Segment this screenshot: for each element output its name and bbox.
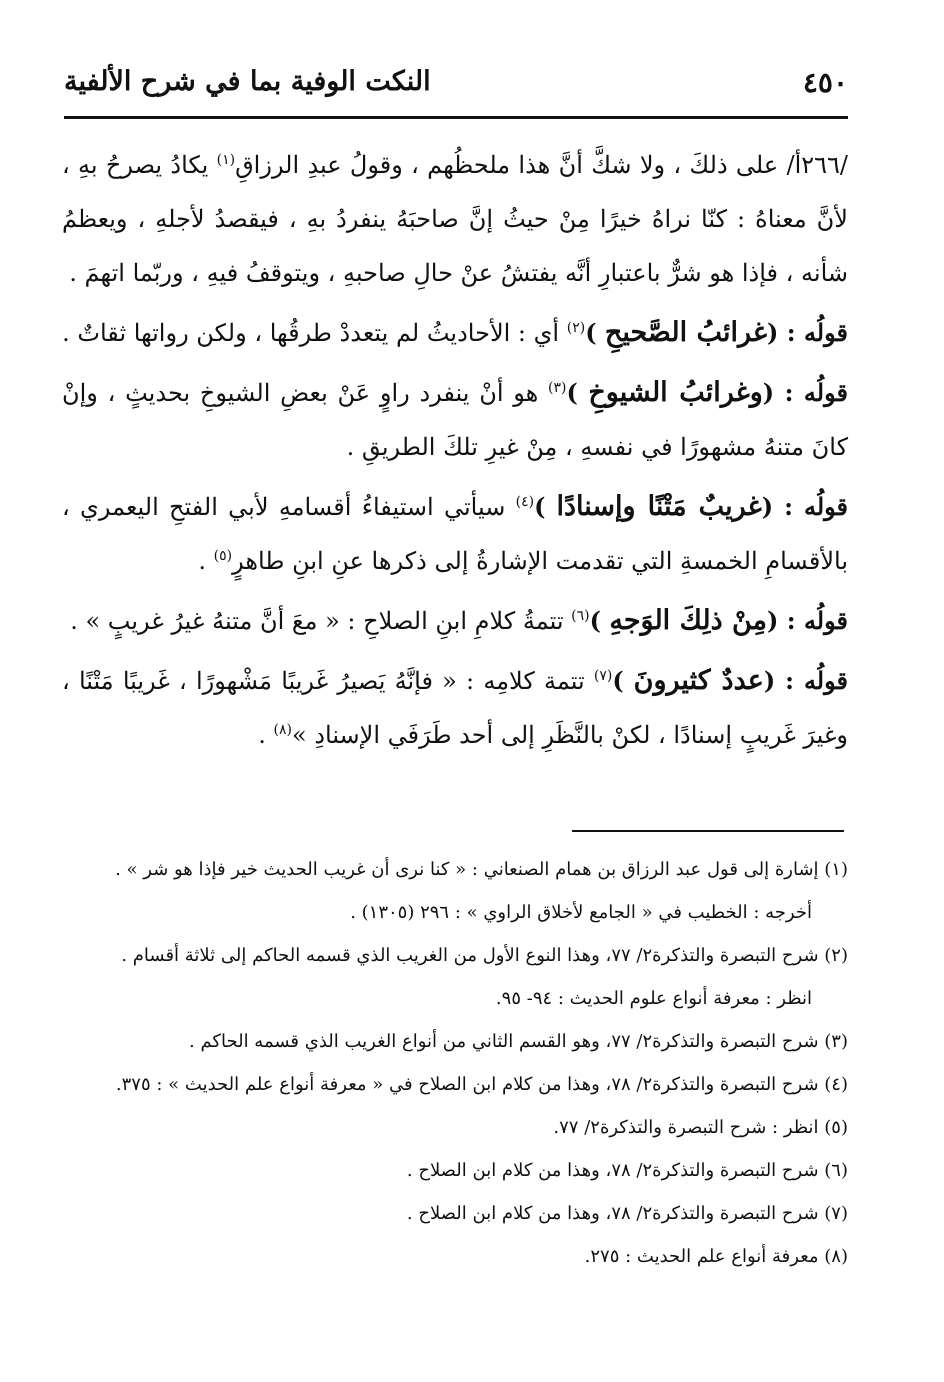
paragraph-2 <box>62 306 848 360</box>
statement-label: قولُه : ( <box>767 318 848 347</box>
paragraph-6-end: . <box>258 721 274 749</box>
statement-label: قولُه : ( <box>767 606 848 635</box>
footnote-ref-4: (٤) <box>515 494 535 510</box>
footnote-ref-3: (٣) <box>548 380 567 396</box>
footnote-ref-8: (٨) <box>273 722 292 738</box>
footnote-ref-5: (٥) <box>213 548 233 564</box>
footnote-ref-7: (٧) <box>593 668 613 684</box>
footnote-5: (٥) انظر : شرح التبصرة والتذكرة٢/ ٧٧. <box>553 1117 848 1138</box>
page-number: ٤٥٠ <box>802 66 848 99</box>
paragraph-5-text: تتمةُ كلامِ ابنِ الصلاحِ : « معَ أنَّ متنهُ غيرُ غريبٍ » . <box>70 607 572 635</box>
paragraph-1 <box>62 138 848 300</box>
quoted-term: غرائبُ الصَّحيحِ <box>604 317 768 348</box>
running-title: النكت الوفية بما في شرح الألفية <box>64 66 431 97</box>
statement-close: ) <box>566 378 589 407</box>
page-header <box>64 56 848 112</box>
statement-label: قولُه : ( <box>763 666 848 695</box>
footnote-4: (٤) شرح التبصرة والتذكرة٢/ ٧٨، وهذا من كلام ابن الصلاح في « معرفة أنواع علم الحديث » : ٣٧٥. <box>115 1074 848 1095</box>
footnote-ref-2: (٢) <box>566 320 586 336</box>
footnote-8: (٨) معرفة أنواع علم الحديث : ٢٧٥. <box>584 1246 848 1267</box>
footnote-2: (٢) شرح التبصرة والتذكرة٢/ ٧٧، وهذا النوع الأول من الغريب الذي قسمه الحاكم إلى ثلاثة أقسام . <box>121 945 848 966</box>
footnote-6: (٦) شرح التبصرة والتذكرة٢/ ٧٨، وهذا من كلام ابن الصلاح . <box>406 1160 848 1181</box>
statement-label: قولُه : ( <box>762 378 848 407</box>
paragraph-4 <box>62 480 848 588</box>
paragraph-3 <box>62 366 848 474</box>
paragraph-1-text-b: يكادُ يصرحُ بهِ ، <box>62 151 217 179</box>
quoted-term: وغرائبُ الشيوخِ <box>588 377 763 408</box>
paragraph-1-text-a: /٢٦٦أ/ على ذلكَ ، ولا شكَّ أنَّ هذا ملحظُهم ، وقولُ عبدِ الرزاقِ <box>235 151 848 179</box>
statement-label: قولُه : ( <box>761 492 848 521</box>
paragraph-5 <box>62 594 848 648</box>
statement-close: ) <box>589 606 610 635</box>
footnote-separator <box>572 830 844 832</box>
paragraph-2-text: أي : الأحاديثُ لم يتعددْ طرقُها ، ولكن رواتها ثقاتٌ . <box>62 319 567 347</box>
footnote-ref-6: (٦) <box>571 608 590 624</box>
statement-close: ) <box>612 666 634 695</box>
paragraph-1-text-c: لأنَّ معناهُ : كنّا نراهُ خيرًا مِنْ حيثُ إنَّ صاحبَهُ ينفردُ بهِ ، فيقصدُ لأجلهِ ، ويعظمُ شأنه ، فإذا هو شرٌّ باعتبارِ أنَّه يفتشُ عنْ حالِ صاحبهِ ، ويتوقفُ فيهِ ، وربّما اتهمَ . <box>62 205 848 287</box>
footnote-1-continuation: أخرجه : الخطيب في « الجامع لأخلاق الراوي » : ٢٩٦ (١٣٠٥) . <box>350 902 812 923</box>
paragraph-4-text: سيأتي استيفاءُ أقسامهِ لأبي الفتحِ اليعمري ، بالأقسامِ الخمسةِ التي تقدمت الإشارةُ إلى ذكرها عنِ ابنِ طاهرٍ <box>62 493 848 575</box>
paragraph-4-end: . <box>198 547 214 575</box>
quoted-term: عددٌ كثيرونَ <box>633 665 764 696</box>
statement-close: ) <box>534 492 557 521</box>
main-text <box>62 138 848 768</box>
paragraph-3-text: هو أنْ ينفرد راوٍ عَنْ بعضِ الشيوخِ بحديثٍ ، وإنْ كانَ متنهُ مشهورًا في نفسهِ ، مِنْ غيرِ تلكَ الطريقِ . <box>62 379 848 461</box>
footnote-3: (٣) شرح التبصرة والتذكرة٢/ ٧٧، وهو القسم الثاني من أنواع الغريب الذي قسمه الحاكم . <box>189 1031 848 1052</box>
footnote-7: (٧) شرح التبصرة والتذكرة٢/ ٧٨، وهذا من كلام ابن الصلاح . <box>406 1203 848 1224</box>
footnote-ref-1: (١) <box>216 152 236 168</box>
statement-close: ) <box>585 318 605 347</box>
footnotes <box>68 848 848 1278</box>
paragraph-6 <box>62 654 848 762</box>
quoted-term: مِنْ ذلِكَ الوَجهِ <box>609 605 768 636</box>
paragraph-6-text: تتمة كلامِه : « فإنَّهُ يَصيرُ غَريبًا مَشْهورًا ، غَريبًا مَتْنًا ، وغيرَ غَريبٍ إسنادًا ، لكنْ بالنَّظَرِ إلى أحد طَرَفَي الإسنادِ » <box>62 667 848 749</box>
header-rule <box>64 116 848 119</box>
footnote-1: (١) إشارة إلى قول عبد الرزاق بن همام الصنعاني : « كنا نرى أن غريب الحديث خير فإذا هو شر » . <box>115 859 848 880</box>
footnote-2-continuation: انظر : معرفة أنواع علوم الحديث : ٩٤- ٩٥. <box>495 988 812 1009</box>
quoted-term: غريبٌ مَتْنًا وإسنادًا <box>556 491 762 522</box>
